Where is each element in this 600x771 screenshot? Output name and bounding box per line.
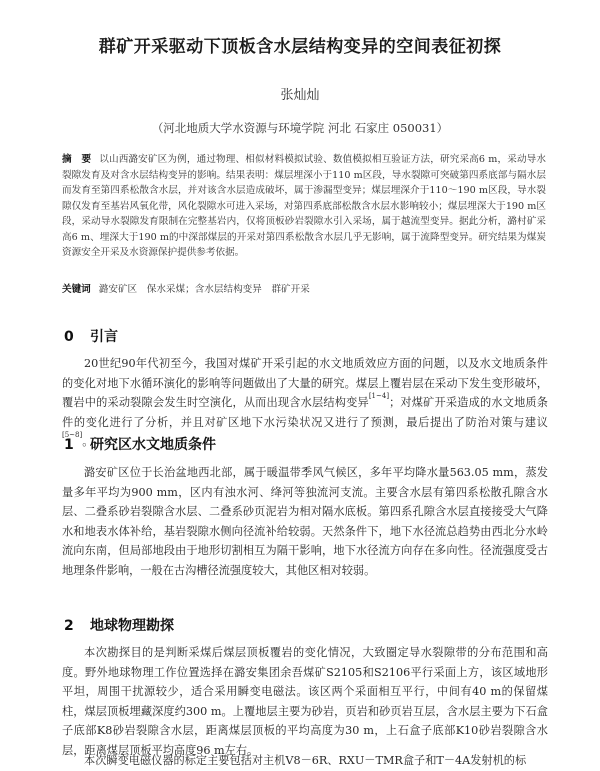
keywords-label: 关键词 [62,284,91,295]
abstract-text: 以山西潞安矿区为例，通过物理、相似材料模拟试验、数值模拟相互验证方法，研究采高6 m，采动导水裂隙发育及对含水层结构变异的影响。结果表明：煤层埋深小于110 m区段，导水裂隙可突破第四系底部与隔水层而发育至第四系松散含水层，并对该含水层造成破坏，属于渗漏型变异；煤层埋深介于110～190 m区段，导水裂隙仅发育至基岩风氧化带，风化裂隙水可进入采场，对第四系底部松散含水层水影响较小；煤层埋深大于190 m区段，采动导水裂隙发育限制在完整基岩内，仅将顶板砂岩裂隙水引入采场，属于越流型变异。据此分析，潞村矿采高6 m、埋深大于190 m的中深部煤层的开采对第四系松散含水层几乎无影响，属于流降型变异。研究结果为煤炭资源安全开采及水资源保护提供参考依据。 [62,154,547,258]
paragraph-text: 20世纪90年代初至今，我国对煤矿开采引起的水文地质效应方面的问题，以及水文地质条件的变化对地下水循环演化的影响等问题做出了大量的研究。煤层上覆岩层在采动下发生变形破坏，覆岩中的采动裂隙会发生时空演化，从而出现含水层结构变异 [62,357,548,409]
section-title: 研究区水文地质条件 [90,437,216,453]
citation: [5~8] [62,431,83,439]
keywords-text: 潞安矿区 保水采煤；含水层结构变异 群矿开采 [98,284,310,295]
paragraph-text: 。 [82,435,94,448]
paragraph: 潞安矿区位于长治盆地西北部，属于暖温带季风气候区，多年平均降水量563.05 mm，蒸发量多年平均为900 mm，区内有浊水河、绛河等独流河支流。主要含水层有第四系松散孔隙含水层、二叠系砂岩裂隙含水层、二叠系砂页泥岩为相对隔水底板。第四系孔隙含水层直接接受大气降水和地表水体补给，基岩裂隙水侧向径流补给较弱。天然条件下，地下水径流总趋势由西北分水岭流向东南，但局部地段由于地形切割相互为隔干影响，地下水径流方向存在多向性。径流强度受古地理条件影响，一般在古沟槽径流强度较大，其他区相对较弱。 [62,466,548,577]
paragraph: 本次瞬变电磁仪器的标定主要包括对主机V8－6R、RXU－TMR盒子和T－4A发射机的标 [84,754,527,767]
citation: [1~4] [368,392,390,400]
section-number: 2 [64,618,74,634]
paper-title: 群矿开采驱动下顶板含水层结构变异的空间表征初探 [98,37,502,57]
author-affiliation: （河北地质大学水资源与环境学院 河北 石家庄 050031） [151,121,449,135]
paragraph: 本次勘探目的是判断采煤后煤层顶板覆岩的变化情况，大致圈定导水裂隙带的分布范围和高度。野外地球物理工作位置选择在潞安集团余吾煤矿S2105和S2106平行采面上方，该区域地形平坦，周围干扰源较少，适合采用瞬变电磁法。该区两个采面相互平行，中间有40 m的保留煤柱，煤层顶板埋藏深度约300 m。上覆地层主要为砂岩，页岩和砂页岩互层，含水层主要为下石盒子底部K8砂岩裂隙含水层，距离煤层顶板的平均高度为30 m，上石盒子底部K10砂岩裂隙含水层，距离煤层顶板平均高度96 m左右。 [62,646,548,757]
abstract-label: 摘 要 [62,154,92,165]
section-heading-geophysics [64,615,174,635]
section-heading-hydrogeology [64,434,216,454]
section-title: 地球物理勘探 [90,618,174,634]
section-heading-introduction [64,326,118,346]
author-name: 张灿灿 [280,88,320,103]
paragraph-text: ；对煤矿开采造成的水文地质条件的变化进行了分析，并且对矿区地下水污染状况又进行了预测，最后提出了防治对策与建议 [62,396,548,429]
abstract [62,152,546,261]
section-number: 0 [64,329,74,345]
section-title: 引言 [90,329,118,345]
keywords [62,282,546,297]
section-number: 1 [64,437,74,453]
